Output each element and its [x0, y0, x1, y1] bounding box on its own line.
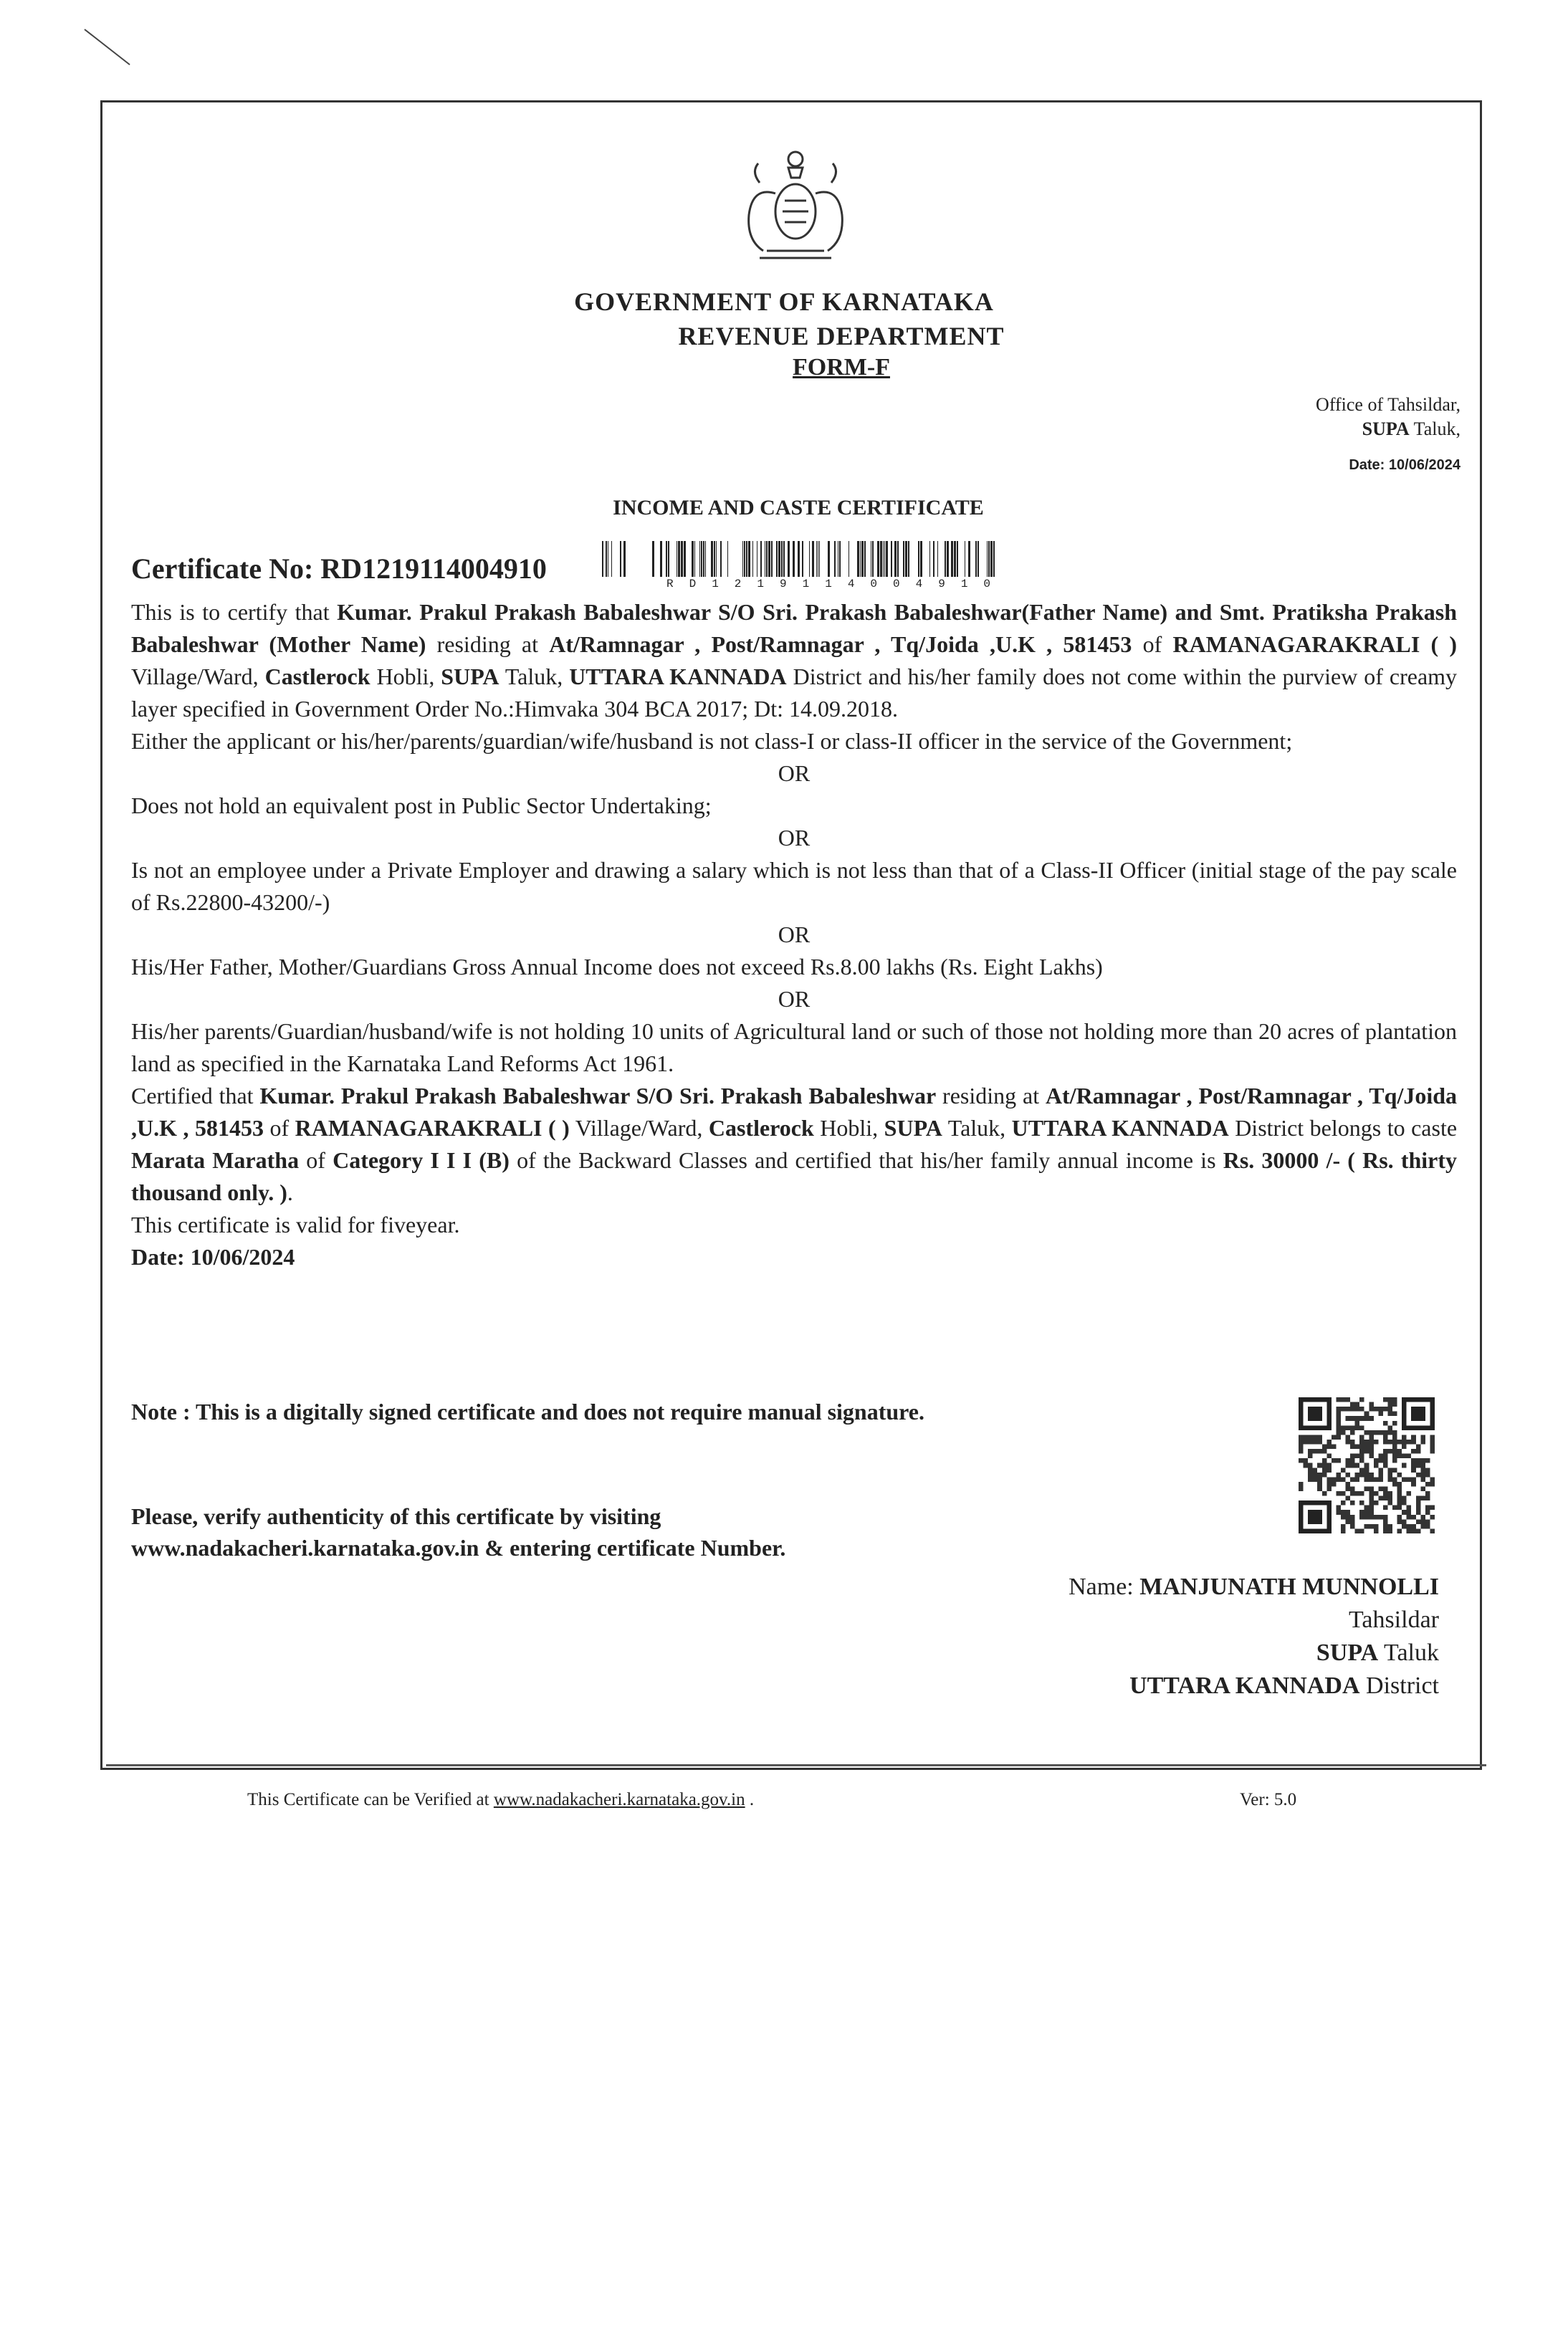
- header-form: FORM-F: [793, 354, 890, 380]
- digital-signature-note: Note : This is a digitally signed certificate and does not require manual signature.: [131, 1399, 924, 1425]
- footer-version: Ver: 5.0: [1240, 1790, 1297, 1809]
- applicant-name: Kumar. Prakul Prakash Babaleshwar S/O Sri. Prakash Babaleshwar(Father Name) and Smt. Pratiksha Prakash Babaleshwar (Mother Name): [131, 599, 1458, 657]
- footer-verify: [247, 1790, 754, 1810]
- footer-url-link[interactable]: www.nadakacheri.karnataka.gov.in: [493, 1790, 745, 1809]
- caste-category: Category I I I (B): [333, 1147, 510, 1173]
- signatory-district: [1069, 1670, 1439, 1703]
- text: District and his/her family does not come within the purview of creamy layer specified in Government Order No.:Himvaka 304 BCA 2017; Dt: 14.09.2018.: [131, 664, 1458, 722]
- paragraph-land: His/her parents/Guardian/husband/wife is not holding 10 units of Agricultural land or such of those not holding more than 20 acres of plantation land as specified in the Karnataka Land Reforms Act 1961.: [131, 1018, 1457, 1076]
- paragraph-certify: [131, 596, 1457, 725]
- header-government: GOVERNMENT OF KARNATAKA: [574, 287, 994, 316]
- text: of: [263, 1115, 295, 1141]
- footer-text: This Certificate can be Verified at: [247, 1790, 494, 1809]
- or-separator: OR: [778, 825, 811, 851]
- office-taluk: [1316, 417, 1461, 441]
- village: RAMANAGARAKRALI ( ): [295, 1115, 570, 1141]
- barcode-icon: [602, 541, 1000, 577]
- text: .: [287, 1179, 293, 1205]
- certificate-number: [131, 552, 547, 585]
- frame-double-line: [106, 1764, 1486, 1766]
- certificate-title: INCOME AND CASTE CERTIFICATE: [613, 496, 984, 520]
- text: Certified that: [131, 1083, 260, 1109]
- qr-code-icon: [1299, 1397, 1435, 1533]
- district: UTTARA KANNADA: [569, 664, 787, 689]
- text: Hobli,: [370, 664, 441, 689]
- text: This is to certify that: [131, 599, 338, 625]
- text: Taluk,: [499, 664, 570, 689]
- text: of: [299, 1147, 333, 1173]
- barcode-digits: RD1219114004910: [666, 578, 1007, 590]
- paragraph-caste: [131, 1080, 1457, 1209]
- text: Hobli,: [813, 1115, 884, 1141]
- signatory-name-label: Name:: [1069, 1574, 1140, 1600]
- district: UTTARA KANNADA: [1011, 1115, 1229, 1141]
- signatory-district-name: UTTARA KANNADA: [1129, 1672, 1360, 1699]
- signatory-taluk-name: SUPA: [1316, 1639, 1379, 1666]
- office-line: Office of Tahsildar,: [1316, 394, 1461, 415]
- text: residing at: [936, 1083, 1046, 1109]
- signatory-block: [1069, 1571, 1439, 1703]
- applicant-address: At/Ramnagar , Post/Ramnagar , Tq/Joida ,U.K , 581453: [549, 631, 1132, 657]
- signatory-district-label: District: [1359, 1672, 1439, 1699]
- village: RAMANAGARAKRALI ( ): [1172, 631, 1458, 657]
- or-separator: OR: [778, 760, 811, 786]
- text: Village/Ward,: [569, 1115, 709, 1141]
- footer-end: .: [745, 1790, 755, 1809]
- paragraph-validity: This certificate is valid for fiveyear.: [131, 1212, 460, 1238]
- annual-income: Rs. 30000 /- ( Rs. thirty thousand only. ): [131, 1147, 1458, 1205]
- office-taluk-label: Taluk,: [1409, 418, 1461, 439]
- certificate-date: Date: 10/06/2024: [131, 1244, 295, 1270]
- applicant-address: At/Ramnagar , Post/Ramnagar , Tq/Joida ,U.K , 581453: [131, 1083, 1458, 1141]
- text: Taluk,: [942, 1115, 1012, 1141]
- text: of: [1132, 631, 1173, 657]
- or-separator: OR: [778, 986, 811, 1012]
- hobli: Castlerock: [264, 664, 371, 689]
- signatory-taluk-label: Taluk: [1378, 1639, 1439, 1666]
- certificate-body: [131, 596, 1457, 1273]
- verify-instructions: [131, 1500, 991, 1564]
- office-block: [1316, 393, 1461, 441]
- verify-url-line: www.nadakacheri.karnataka.gov.in & entering certificate Number.: [131, 1535, 786, 1561]
- text: Village/Ward,: [131, 664, 265, 689]
- text: of the Backward Classes and certified that his/her family annual income is: [509, 1147, 1223, 1173]
- verify-line: Please, verify authenticity of this certificate by visiting: [131, 1503, 661, 1529]
- signatory-taluk: [1069, 1637, 1439, 1670]
- taluk: SUPA: [884, 1115, 942, 1141]
- caste: Marata Maratha: [131, 1147, 300, 1173]
- signatory-name: MANJUNATH MUNNOLLI: [1139, 1574, 1439, 1600]
- applicant-name: Kumar. Prakul Prakash Babaleshwar S/O Sri. Prakash Babaleshwar: [259, 1083, 937, 1109]
- signatory-designation: Tahsildar: [1348, 1607, 1439, 1633]
- scan-mark: [84, 29, 130, 65]
- hobli: Castlerock: [708, 1115, 814, 1141]
- certificate-number-label: Certificate No:: [131, 552, 321, 585]
- paragraph-officer: Either the applicant or his/her/parents/guardian/wife/husband is not class-I or class-II officer in the service of the Government;: [131, 728, 1293, 754]
- text: residing at: [426, 631, 550, 657]
- issue-date-top: Date: 10/06/2024: [1349, 457, 1461, 473]
- header-department: REVENUE DEPARTMENT: [678, 322, 1005, 350]
- paragraph-income-limit: His/Her Father, Mother/Guardians Gross Annual Income does not exceed Rs.8.00 lakhs (Rs. Eight Lakhs): [131, 954, 1103, 980]
- paragraph-private-employer: Is not an employee under a Private Employer and drawing a salary which is not less than that of a Class-II Officer (initial stage of the pay scale of Rs.22800-43200/-): [131, 857, 1457, 915]
- office-taluk-name: SUPA: [1362, 418, 1410, 439]
- paragraph-psu: Does not hold an equivalent post in Public Sector Undertaking;: [131, 793, 712, 818]
- or-separator: OR: [778, 922, 811, 947]
- text: District belongs to caste: [1228, 1115, 1458, 1141]
- taluk: SUPA: [441, 664, 499, 689]
- certificate-number-value: RD1219114004910: [320, 552, 547, 585]
- signatory-name-line: [1069, 1571, 1439, 1604]
- karnataka-emblem-icon: [731, 143, 860, 265]
